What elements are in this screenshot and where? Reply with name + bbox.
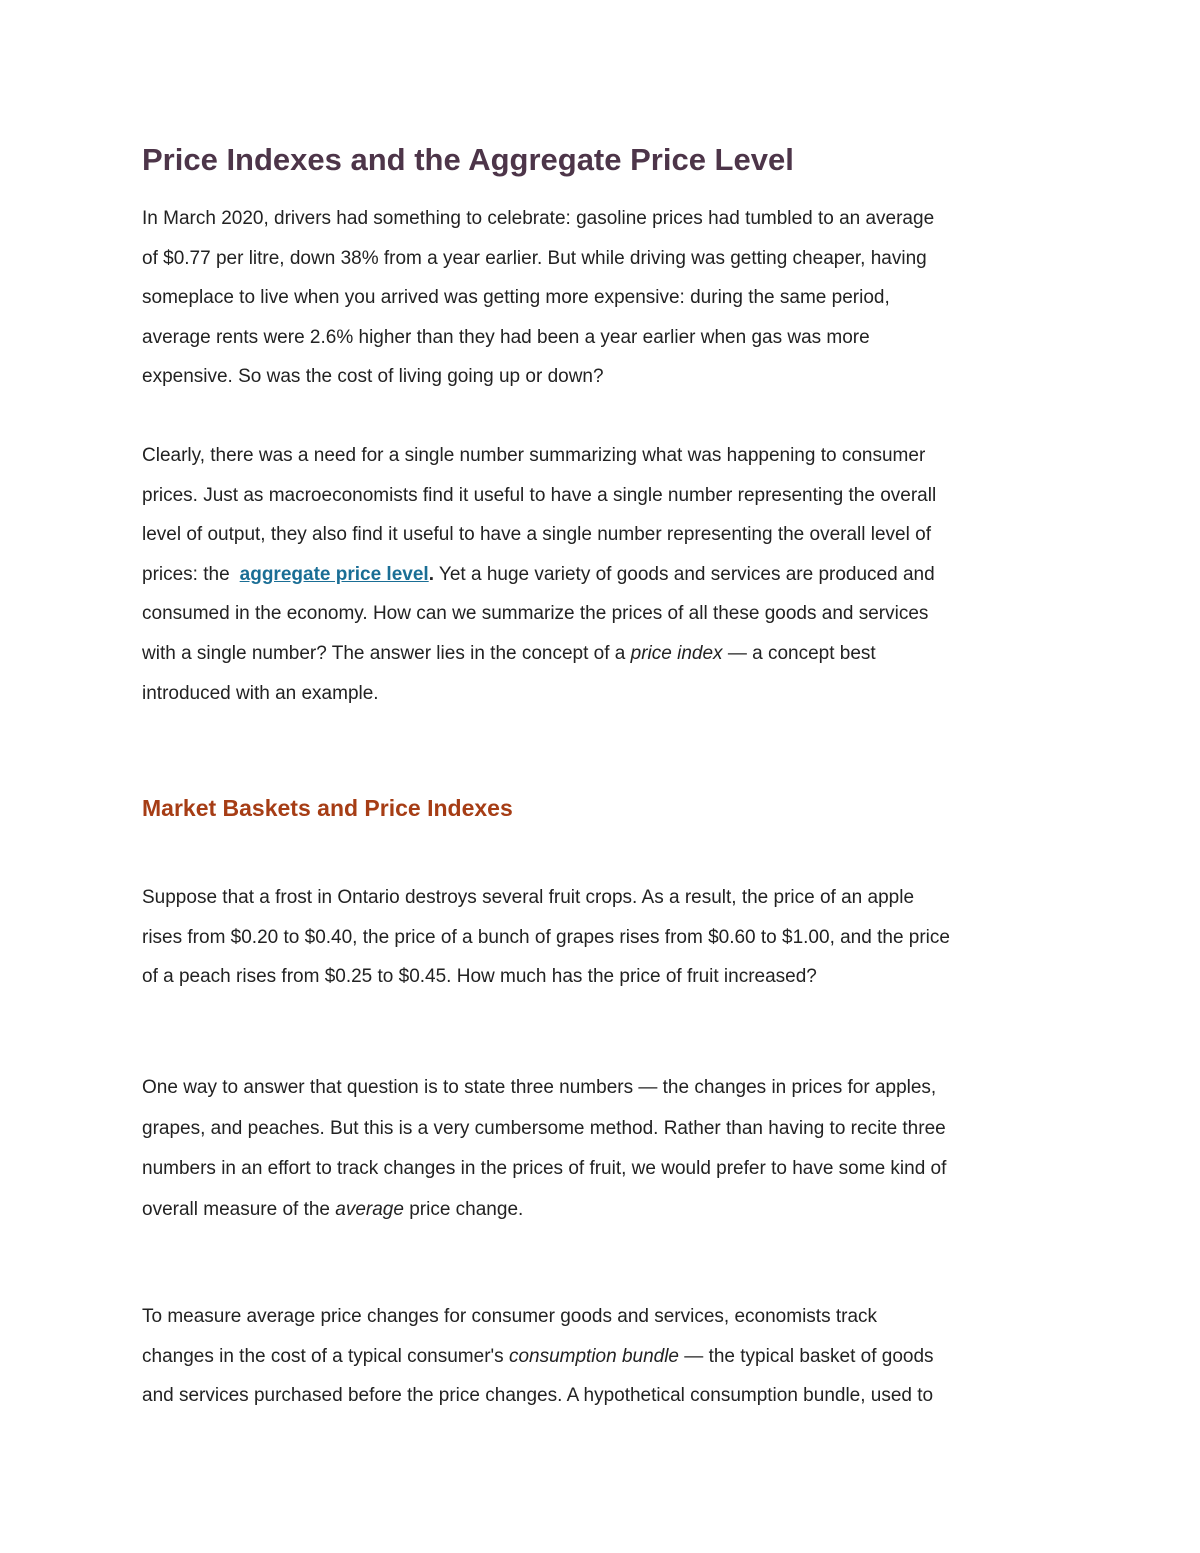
text-line: of a peach rises from $0.25 to $0.45. How much has the price of fruit increased? [142,966,817,988]
text-line: level of output, they also find it useful to have a single number representing the overall level of [142,524,931,546]
text-fragment: — the typical basket of goods [679,1345,934,1367]
text-line: grapes, and peaches. But this is a very cumbersome method. Rather than having to recite three [142,1117,946,1139]
paragraph-aggregate-price-level [142,436,1067,713]
text-line: prices. Just as macroeconomists find it useful to have a single number representing the overall [142,484,937,506]
text-line: of $0.77 per litre, down 38% from a year earlier. But while driving was getting cheaper, having [142,247,927,269]
text-line: introduced with an example. [142,682,379,704]
aggregate-price-level-link[interactable]: aggregate price level [239,563,429,585]
text-fragment: Yet a huge variety of goods and services are produced and [433,563,935,585]
text-line: someplace to live when you arrived was getting more expensive: during the same period, [142,287,890,309]
text-line [142,634,1067,674]
text-line: Clearly, there was a need for a single number summarizing what was happening to consumer [142,445,926,466]
text-line: To measure average price changes for consumer goods and services, economists track [142,1306,878,1327]
text-line: Suppose that a frost in Ontario destroys several fruit crops. As a result, the price of an apple [142,887,915,908]
text-line: expensive. So was the cost of living going up or down? [142,366,604,388]
text-line [142,555,1067,595]
section-heading: Market Baskets and Price Indexes [142,795,513,821]
text-line: average rents were 2.6% higher than they had been a year earlier when gas was more [142,326,870,348]
paragraph-intro [142,199,1067,397]
emphasis-consumption-bundle: consumption bundle [508,1345,680,1367]
emphasis-price-index: price index [630,642,723,664]
text-fragment: price change. [403,1198,524,1220]
text-fragment: changes in the cost of a typical consumer's [142,1345,509,1367]
paragraph-consumption-bundle [142,1297,1067,1416]
text-line: consumed in the economy. How can we summarize the prices of all these goods and services [142,603,929,625]
emphasis-average: average [335,1198,404,1220]
paragraph-fruit-example [142,878,1067,997]
text-fragment: overall measure of the [142,1198,336,1220]
paragraph-average-change [142,1068,1067,1230]
text-line: numbers in an effort to track changes in the prices of fruit, we would prefer to have some kind of [142,1158,947,1179]
text-fragment: with a single number? The answer lies in the concept of a [142,642,631,664]
text-line: One way to answer that question is to state three numbers — the changes in prices for apples, [142,1077,937,1098]
text-line: rises from $0.20 to $0.40, the price of a bunch of grapes rises from $0.60 to $1.00, and the price [142,926,950,948]
text-line [142,1337,1067,1377]
text-line: In March 2020, drivers had something to celebrate: gasoline prices had tumbled to an average [142,208,935,229]
text-line: and services purchased before the price changes. A hypothetical consumption bundle, used to [142,1385,934,1407]
text-fragment: . [428,563,434,585]
text-fragment: prices: the [142,563,230,585]
page-title: Price Indexes and the Aggregate Price Level [142,142,794,177]
text-line [142,1190,1067,1231]
text-fragment: — a concept best [722,642,876,664]
